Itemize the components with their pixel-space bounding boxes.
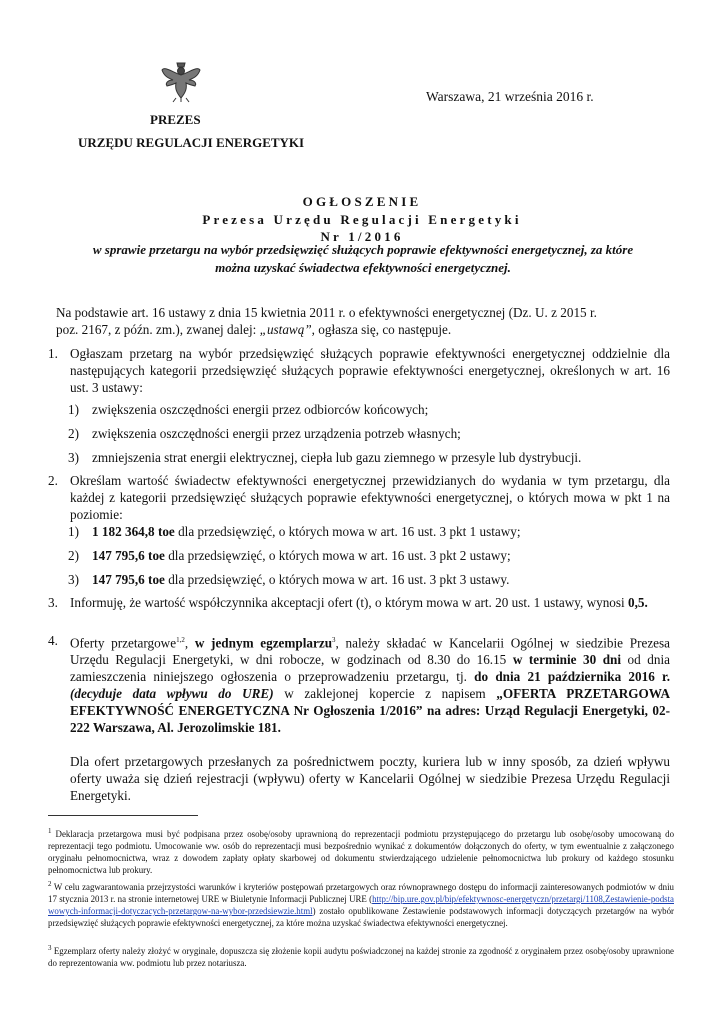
point-4-paragraph-2: Dla ofert przetargowych przesłanych za pośrednictwem poczty, kuriera lub w inny sposób, za dzień wpływu oferty uważa się dzień rejestracji (wpływu) oferty w Kancelarii Ogólnej w siedzibie Prezesa Urzędu Regulacji Energetyki. xyxy=(70,754,670,804)
point-3 xyxy=(48,594,670,611)
amount-value: 1 182 364,8 toe xyxy=(92,524,175,539)
point-3-body: Informuję, że wartość współczynnika akceptacji ofert (t), o którym mowa w art. 20 ust. 1 ustawy, wynosi xyxy=(70,595,628,610)
list-item xyxy=(68,425,461,442)
date-line: Warszawa, 21 września 2016 r. xyxy=(426,89,594,104)
issuer-office: URZĘDU REGULACJI ENERGETYKI xyxy=(78,135,305,150)
list-item xyxy=(68,449,581,466)
point-1 xyxy=(48,345,670,396)
announcement-number: Nr 1/2016 xyxy=(320,229,404,244)
point-number: 2. xyxy=(48,473,58,488)
list-number: 3) xyxy=(68,572,79,587)
list-text: dla przedsięwzięć, o których mowa w art. 16 ust. 3 pkt 2 ustawy; xyxy=(164,548,511,563)
footnote-divider xyxy=(48,815,198,816)
list-text: zwiększenia oszczędności energii przez odbiorców końcowych; xyxy=(92,402,429,417)
issuer-title: PREZES xyxy=(150,112,201,127)
footnote-ref[interactable]: 1,2 xyxy=(176,636,185,644)
intro-line-2 xyxy=(56,321,670,338)
list-text: dla przedsięwzięć, o których mowa w art. 16 ust. 3 pkt 3 ustawy. xyxy=(164,572,510,587)
amount-value: 147 795,6 toe xyxy=(92,548,165,563)
p4-bold: w jednym egzemplarzu xyxy=(194,635,333,651)
intro-text-end: , ogłasza się, co następuje. xyxy=(311,322,452,337)
footnote-text: ) zostało opublikowane Zestawienie podstawowych informacji dotyczących przetargów na wybór przedsięwzięć służących poprawie efektywności energetycznej, za które można uzyskać świadectwa efektywności energetycznej. xyxy=(48,905,674,928)
point-number: 3. xyxy=(48,595,58,610)
list-number: 2) xyxy=(68,426,79,441)
bip-link[interactable]: http://bip.ure.gov.pl/bip/efektywnosc-energetyczn/przetargi/1108,Zestawienie-podstawowych-informacji-dotyczacych-przetargow-na-wybor-przedsiewzie.html xyxy=(48,893,674,916)
footnote-mark: 3 xyxy=(48,944,52,952)
p4-text: w zaklejonej kopercie z napisem xyxy=(273,686,497,702)
p4-text: , xyxy=(184,635,195,651)
list-number: 2) xyxy=(68,548,79,563)
amount-value: 147 795,6 toe xyxy=(92,572,165,587)
point-1-text: Ogłaszam przetarg na wybór przedsięwzięć służących poprawie efektywności energetycznej oddzielnie dla następujących kategorii przedsięwzięć służących poprawie efektywności energetycznej, określonych w art. 16 ust. 3 ustawy: xyxy=(70,346,670,395)
footnote-ref[interactable]: 3 xyxy=(332,636,336,644)
announcement-word: OGŁOSZENIE xyxy=(302,194,422,209)
p4-text: od dnia zamieszczenia niniejszego ogłoszenia o przeprowadzeniu przetargu, tj. xyxy=(70,652,670,685)
intro-paragraph xyxy=(56,304,670,338)
list-number: 1) xyxy=(68,402,79,417)
point-number: 1. xyxy=(48,346,58,361)
list-number: 1) xyxy=(68,524,79,539)
footnote-text: Egzemplarz oferty należy złożyć w oryginale, dopuszcza się złożenie kopii audytu poświadczonej na każdej stronie za zgodność z oryginałem przez osobę/osoby uprawnione do reprezentowania ww. podmiotu lub przez notariusza. xyxy=(48,945,675,968)
list-item xyxy=(68,523,521,540)
list-number: 3) xyxy=(68,450,79,465)
point-4 xyxy=(48,632,670,804)
p4-bold: w terminie 30 dni xyxy=(512,652,622,668)
footnote-mark: 1 xyxy=(48,827,52,835)
footnote-text: Deklaracja przetargowa musi być podpisana przez osobę/osoby uprawnioną do reprezentacji podmiotu przystępującego do przetargu lub osobę/osoby umocowaną do reprezentacji tego podmiotu. Umocowanie ww. osób do reprezentacji musi bezpośrednio wynikać z dokumentów dołączonych do oferty, w tym ewentualnie z załączonego oryginału pełnomocnictwa, wraz z dowodem zapłaty opłaty skarbowej od dokumentu stwierdzającego udzielenie pełnomocnictwa lub prokury od każdego stosunku pełnomocnictwa lub prokury. xyxy=(48,828,675,875)
footnote-text: W celu zagwarantowania przejrzystości warunków i kryteriów postępowań przetargowych oraz równoprawnego dostępu do informacji zainteresowanych podmiotów w dniu 17 stycznia 2013 r. na stronie internetowej URE w Biuletynie Informacji Publicznej URE ( xyxy=(48,881,674,904)
list-item xyxy=(68,571,509,588)
list-text: zmniejszenia strat energii elektrycznej, ciepła lub gazu ziemnego w przesyle lub dystrybucji. xyxy=(92,450,582,465)
announcement-issuer: Prezesa Urzędu Regulacji Energetyki xyxy=(202,212,522,227)
p4-text: Oferty przetargowe xyxy=(70,635,177,651)
footnote-3 xyxy=(48,942,674,969)
footnote-1 xyxy=(48,825,674,876)
footnote-2 xyxy=(48,878,674,929)
list-item xyxy=(68,547,511,564)
acceptance-coefficient: 0,5. xyxy=(628,595,648,610)
list-text: dla przedsięwzięć, o których mowa w art. 16 ust. 3 pkt 1 ustawy; xyxy=(174,524,521,539)
point-4-text xyxy=(70,632,670,736)
submission-address: „OFERTA PRZETARGOWA EFEKTYWNOŚĆ ENERGETYCZNA Nr Ogłoszenia 1/2016” na adres: Urząd Regulacji Energetyki, 02-222 Warszawa, Al. Jerozolimskie 181. xyxy=(70,686,671,736)
p4-text: , należy składać w Kancelarii Ogólnej w siedzibie Prezesa Urzędu Regulacji Energetyki, w dni robocze, w godzinach od 8.30 do 16.15 xyxy=(70,635,671,668)
list-text: zwiększenia oszczędności energii przez urządzenia potrzeb własnych; xyxy=(92,426,461,441)
list-item xyxy=(68,401,428,418)
intro-text: poz. 2167, z późn. zm.), zwanej dalej: xyxy=(56,322,260,337)
point-3-text xyxy=(70,594,670,611)
point-2-text: Określam wartość świadectw efektywności energetycznej przewidzianych do wydania w tym przetargu, dla każdej z kategorii przedsięwzięć służących poprawie efektywności energetycznej, o których mowa w pkt 1 na poziomie: xyxy=(70,473,670,522)
polish-eagle-emblem-icon xyxy=(158,58,204,104)
point-2 xyxy=(48,472,670,523)
subject-line-2: można uzyskać świadectwa efektywności energetycznej. xyxy=(215,260,511,275)
subject-line-1: w sprawie przetargu na wybór przedsięwzięć służących poprawie efektywności energetycznej, za które xyxy=(92,242,634,257)
point-number: 4. xyxy=(48,633,58,648)
intro-line-1: Na podstawie art. 16 ustawy z dnia 15 kwietnia 2011 r. o efektywności energetycznej (Dz. U. z 2015 r. xyxy=(56,305,597,320)
announcement-subject xyxy=(58,241,668,277)
deadline-date: do dnia 21 października 2016 r. xyxy=(474,669,670,685)
intro-term: „ustawą” xyxy=(259,322,312,337)
footnote-mark: 2 xyxy=(48,880,52,888)
p4-bold-italic: (decyduje data wpływu do URE) xyxy=(70,686,274,702)
